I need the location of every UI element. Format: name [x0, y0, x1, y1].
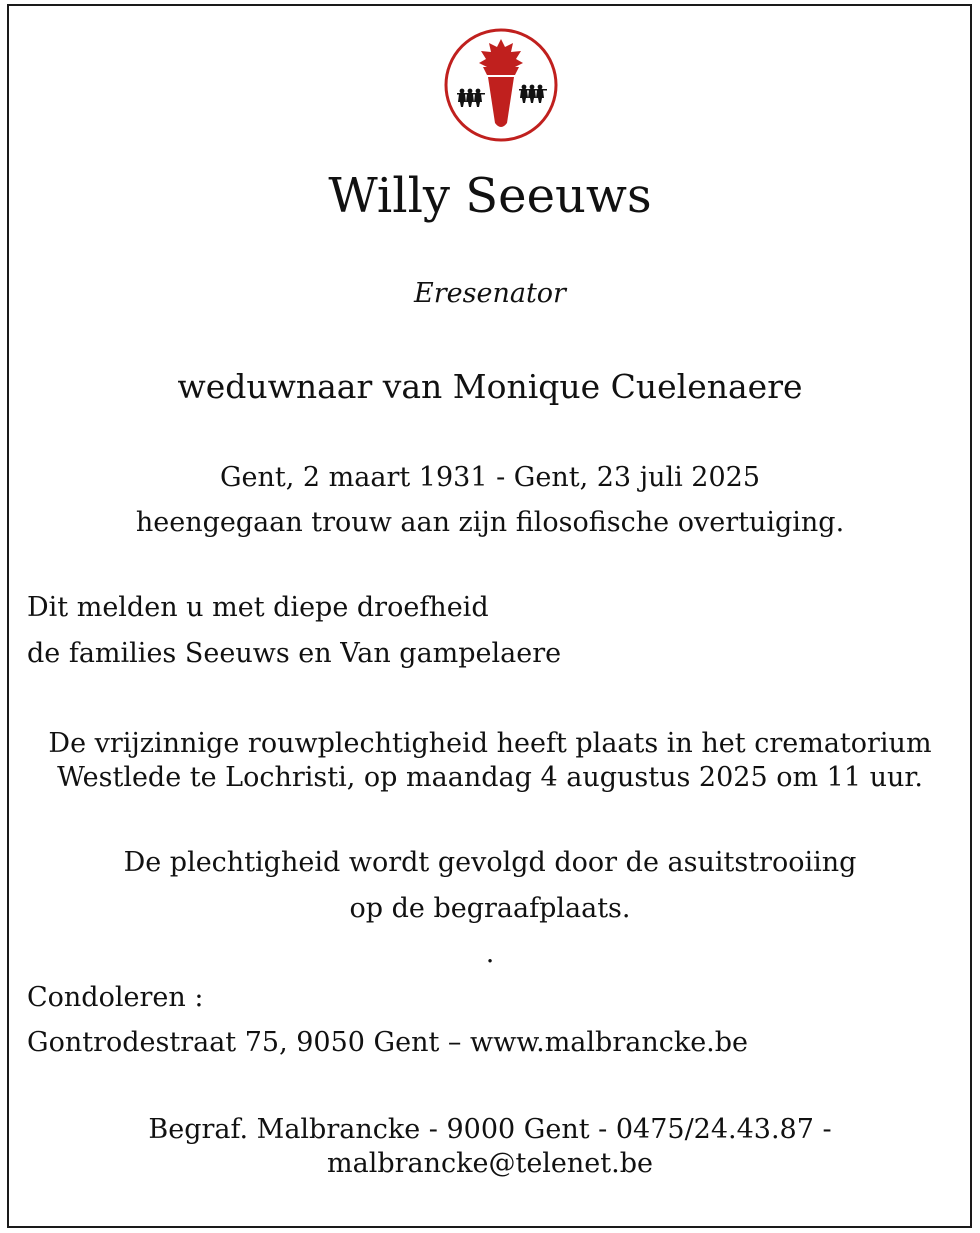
- ash-scattering-line-1: De plechtigheid wordt gevolgd door de asuitstrooiing: [123, 847, 857, 878]
- spouse-line: weduwnaar van Monique Cuelenaere: [177, 367, 803, 406]
- ceremony-line-1: De vrijzinnige rouwplechtigheid heeft plaats in het crematorium: [48, 728, 932, 759]
- torch-cup: [483, 67, 519, 75]
- announcement-line-1: Dit melden u met diepe droefheid: [27, 592, 489, 623]
- announcement-line-2: de families Seeuws en Van gampelaere: [27, 638, 562, 669]
- separator-dot: .: [485, 938, 495, 969]
- funeral-home-line: Begraf. Malbrancke - 9000 Gent - 0475/24.43.87 -: [148, 1114, 832, 1145]
- condolence-address: Gontrodestraat 75, 9050 Gent – www.malbrancke.be: [27, 1027, 749, 1058]
- deceased-name: Willy Seeuws: [328, 168, 652, 224]
- funeral-home-email: malbrancke@telenet.be: [327, 1148, 653, 1179]
- logo-graphic: [443, 27, 559, 143]
- ceremony-line-2: Westlede te Lochristi, op maandag 4 augustus 2025 om 11 uur.: [57, 762, 923, 793]
- condolence-label: Condoleren :: [27, 982, 204, 1013]
- honorary-title: Eresenator: [414, 278, 566, 309]
- torch-emblem-icon: [443, 27, 559, 143]
- ash-scattering-line-2: op de begraafplaats.: [349, 893, 631, 924]
- conviction-line: heengegaan trouw aan zijn filosofische overtuiging.: [135, 507, 845, 538]
- birth-death-dates: Gent, 2 maart 1931 - Gent, 23 juli 2025: [219, 462, 761, 493]
